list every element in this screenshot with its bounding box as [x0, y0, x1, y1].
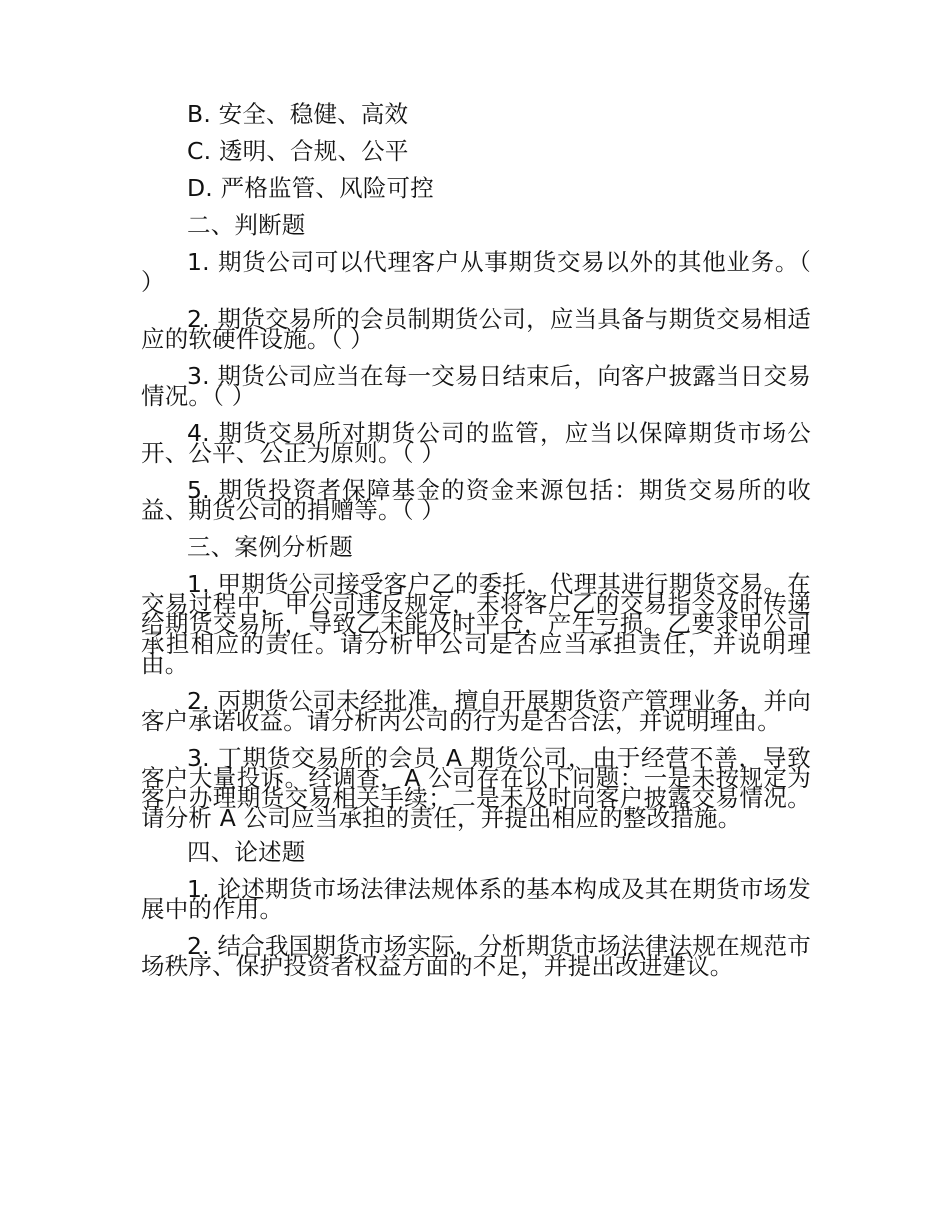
- section-title-essay: 四、论述题: [187, 838, 306, 866]
- document-body: [141, 100, 811, 993]
- essay-item-1: 1. 论述期货市场法律法规体系的基本构成及其在期货市场发展中的作用。: [141, 875, 811, 923]
- option-b: B. 安全、稳健、高效: [187, 100, 409, 128]
- case-item-3: 3. 丁期货交易所的会员 A 期货公司，由于经营不善，导致客户大量投诉。经调查，A 公司存在以下问题：一是未按规定为客户办理期货交易相关手续；二是未及时向客户披露交易情况。请分析 A 公司应当承担的责任，并提出相应的整改措施。: [141, 744, 811, 832]
- case-item-1: 1. 甲期货公司接受客户乙的委托，代理其进行期货交易。在交易过程中，甲公司违反规定，未将客户乙的交易指令及时传递给期货交易所，导致乙未能及时平仓，产生亏损。乙要求甲公司承担相应的责任。请分析甲公司是否应当承担责任，并说明理由。: [141, 570, 811, 678]
- judgment-item-5: 5. 期货投资者保障基金的资金来源包括：期货交易所的收益、期货公司的捐赠等。（ ）: [141, 476, 811, 524]
- section-title-case-analysis: 三、案例分析题: [187, 533, 353, 561]
- judgment-item-4: 4. 期货交易所对期货公司的监管，应当以保障期货市场公开、公平、公正为原则。（ ）: [141, 419, 811, 467]
- option-d: D. 严格监管、风险可控: [187, 174, 434, 202]
- essay-item-2: 2. 结合我国期货市场实际，分析期货市场法律法规在规范市场秩序、保护投资者权益方面的不足，并提出改进建议。: [141, 932, 811, 980]
- option-c: C. 透明、合规、公平: [187, 137, 409, 165]
- section-title-judgment: 二、判断题: [187, 211, 306, 239]
- case-item-2: 2. 丙期货公司未经批准，擅自开展期货资产管理业务，并向客户承诺收益。请分析丙公司的行为是否合法，并说明理由。: [141, 687, 811, 735]
- judgment-item-3: 3. 期货公司应当在每一交易日结束后，向客户披露当日交易情况。（ ）: [141, 362, 811, 410]
- judgment-item-1: 1. 期货公司可以代理客户从事期货交易以外的其他业务。（ ）: [141, 248, 811, 296]
- judgment-item-2: 2. 期货交易所的会员制期货公司，应当具备与期货交易相适应的软硬件设施。（ ）: [141, 305, 811, 353]
